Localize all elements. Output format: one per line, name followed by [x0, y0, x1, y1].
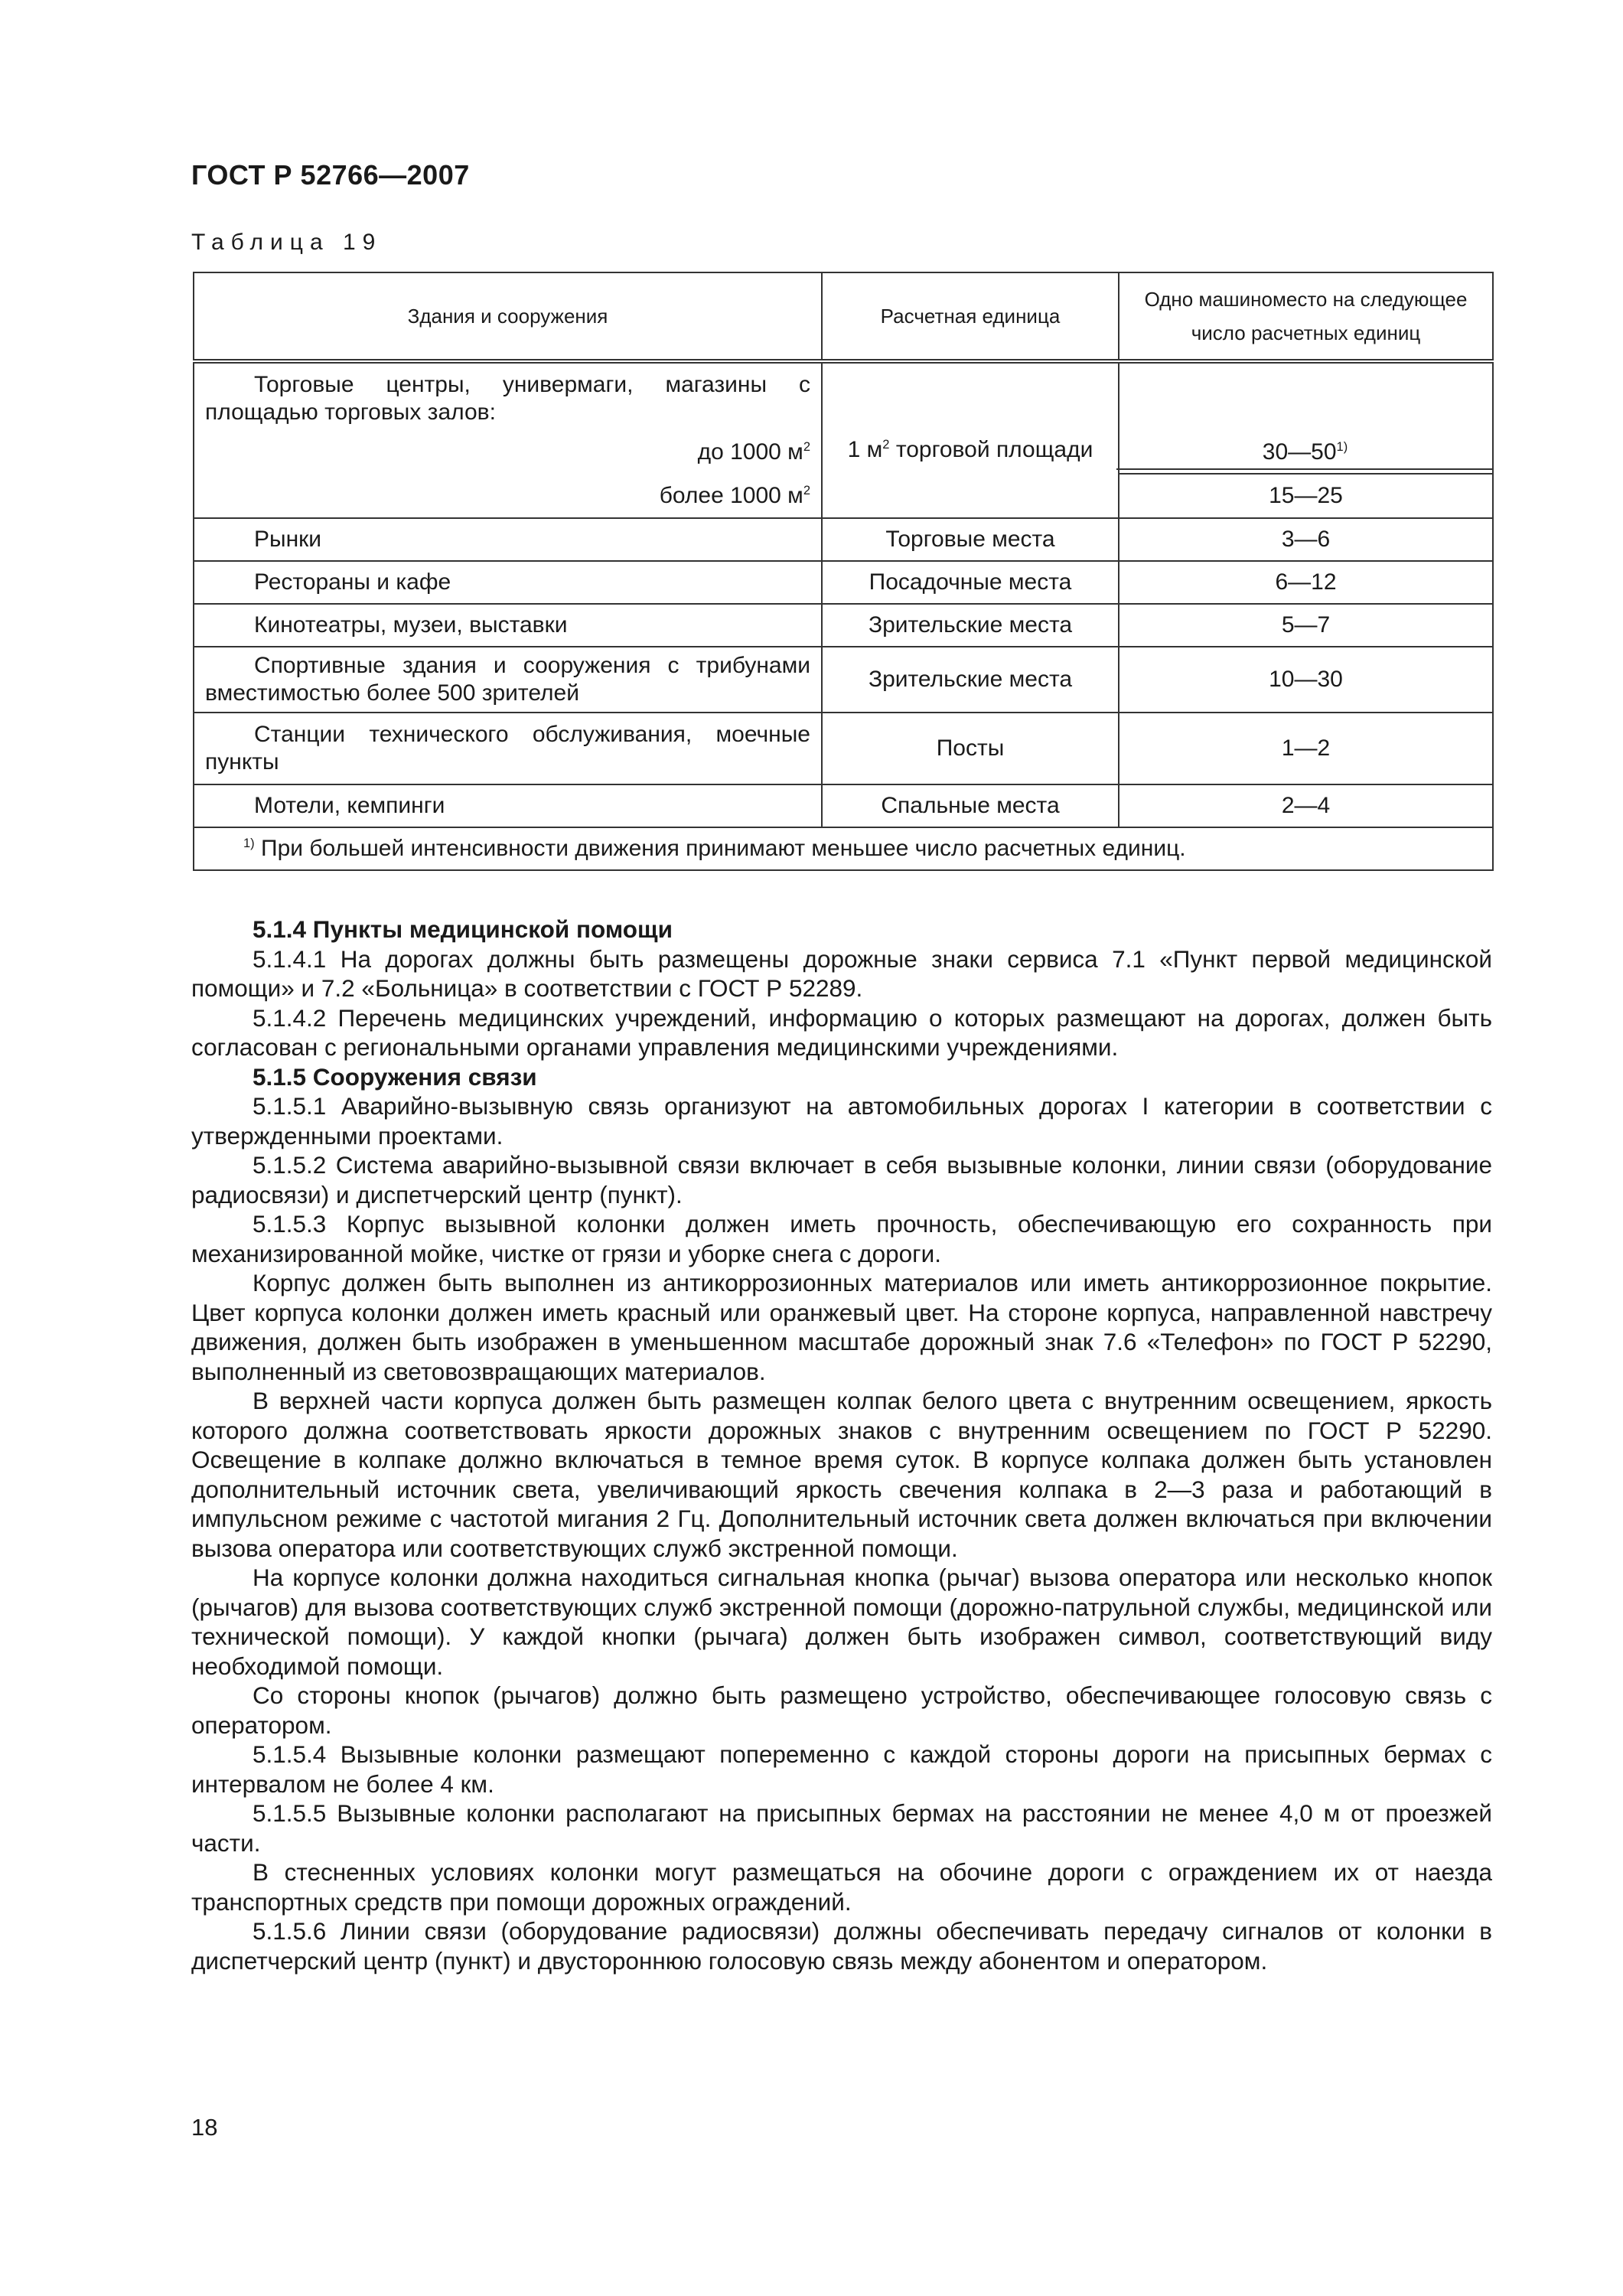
header-building: Здания и сооружения: [194, 272, 822, 361]
row-unit: Спальные места: [822, 784, 1119, 827]
retail-value2: 15—25: [1119, 474, 1493, 518]
paragraph: Корпус должен быть выполнен из антикоррозионных материалов или иметь антикоррозионное покрытие. Цвет корпуса колонки должен иметь красный или оранжевый цвет. На стороне корпуса, направленной навстречу движения, должен быть изображен в уменьшенном масштабе дорожный знак 7.6 «Телефон» по ГОСТ Р 52290, выполненный из световозвращающих материалов.: [191, 1269, 1492, 1385]
paragraph: 5.1.5.6 Линии связи (оборудование радиосвязи) должны обеспечивать передачу сигналов от колонки в диспетчерский центр (пункт) и двустороннюю голосовую связь между абонентом и оператором.: [191, 1917, 1492, 1975]
row-unit: Зрительские места: [822, 647, 1119, 713]
row-value: 6—12: [1119, 561, 1493, 604]
row-value: 10—30: [1119, 647, 1493, 713]
table-row: [194, 784, 1493, 827]
footnote-mark: 1): [243, 837, 255, 850]
retail-label: Торговые центры, универмаги, магазины с площадью торговых залов:: [194, 361, 822, 435]
paragraph: 5.1.5.1 Аварийно-вызывную связь организуют на автомобильных дорогах I категории в соответствии с утвержденными проектами.: [191, 1092, 1492, 1150]
paragraph: В верхней части корпуса должен быть размещен колпак белого цвета с внутренним освещением, яркость которого должна соответствовать яркости дорожных знаков с внутренним освещением по ГОСТ Р 52290. Освещение в колпаке должно включаться в темное время суток. В корпусе колпака должен быть установлен дополнительный источник света, увеличивающий яркость свечения колпака в 2—3 раза и работающий в импульсном режиме с частотой мигания 2 Гц. Дополнительный источник света должен включаться при включении вызова оператора или соответствующих служб экстренной помощи.: [191, 1387, 1492, 1562]
table-row: [194, 713, 1493, 784]
paragraph: 5.1.5.2 Система аварийно-вызывной связи включает в себя вызывные колонки, линии связи (оборудование радиосвязи) и диспетчерский центр (пункт).: [191, 1151, 1492, 1208]
header-parking: [1119, 272, 1493, 361]
retail-value1: 30—50$^{1)}$: [1116, 435, 1494, 470]
page-number: 18: [191, 2114, 218, 2141]
footnote-text: При большей интенсивности движения принимают меньшее число расчетных единиц.: [254, 836, 1186, 861]
row-unit: Зрительские места: [822, 604, 1119, 647]
row-building: Мотели, кемпинги: [194, 784, 822, 827]
paragraph: В стесненных условиях колонки могут размещаться на обочине дороги с ограждением их от наезда транспортных средств при помощи дорожных ограждений.: [191, 1858, 1492, 1916]
row-building: Кинотеатры, музеи, выставки: [194, 604, 822, 647]
section-heading-5-1-4: 5.1.4 Пункты медицинской помощи: [253, 915, 673, 943]
row-value: 2—4: [1119, 784, 1493, 827]
table-row: [194, 561, 1493, 604]
retail-sub2: более 1000 $м^2$: [194, 474, 822, 518]
table-row-retail-sub2: [194, 474, 1493, 518]
header-unit: Расчетная единица: [822, 272, 1119, 361]
row-unit: Посадочные места: [822, 561, 1119, 604]
row-unit: Посты: [822, 713, 1119, 784]
document-header: ГОСТ Р 52766—2007: [191, 159, 470, 191]
table-row: [194, 518, 1493, 561]
paragraph: Со стороны кнопок (рычагов) должно быть размещено устройство, обеспечивающее голосовую связь с оператором.: [191, 1681, 1492, 1739]
table-row-retail: [194, 361, 1493, 435]
row-building: Рестораны и кафе: [194, 561, 822, 604]
row-unit: Торговые места: [822, 518, 1119, 561]
header-parking-line1: Одно машиноместо на следующее: [1144, 287, 1468, 311]
table-row: [194, 604, 1493, 647]
row-value: 5—7: [1119, 604, 1493, 647]
table-header-row: [194, 272, 1493, 361]
paragraph: 5.1.4.1 На дорогах должны быть размещены дорожные знаки сервиса 7.1 «Пункт первой медицинской помощи» и 7.2 «Больница» в соответствии с ГОСТ Р 52289.: [191, 944, 1492, 1002]
table-footnote: [194, 827, 1493, 870]
paragraph: 5.1.4.2 Перечень медицинских учреждений, информацию о которых размещают на дорогах, должен быть согласован с региональными органами управления медицинскими учреждениями.: [191, 1003, 1492, 1061]
paragraph: 5.1.5.5 Вызывные колонки располагают на присыпных бермах на расстоянии не менее 4,0 м от проезжей части.: [191, 1799, 1492, 1857]
retail-unit: 1 $м^2$ торговой площади: [822, 361, 1119, 470]
parking-table: [193, 272, 1494, 871]
paragraph: 5.1.5.3 Корпус вызывной колонки должен иметь прочность, обеспечивающую его сохранность при механизированной мойке, чистке от грязи и уборке снега с дороги.: [191, 1210, 1492, 1267]
table-caption: Таблица 19: [191, 230, 383, 255]
section-heading-5-1-5: 5.1.5 Сооружения связи: [253, 1062, 537, 1091]
paragraph: 5.1.5.4 Вызывные колонки размещают попеременно с каждой стороны дороги на присыпных бермах с интервалом не более 4 км.: [191, 1740, 1492, 1798]
row-value: 1—2: [1119, 713, 1493, 784]
document-body: [191, 915, 1492, 1975]
table-row: [194, 647, 1493, 713]
header-parking-line2: число расчетных единиц: [1191, 321, 1421, 344]
row-value: 3—6: [1119, 518, 1493, 561]
row-building: Станции технического обслуживания, моечные пункты: [194, 713, 822, 784]
table-footnote-row: [194, 827, 1493, 870]
retail-sub1: до 1000 $м^2$: [194, 435, 822, 470]
paragraph: На корпусе колонки должна находиться сигнальная кнопка (рычаг) вызова оператора или несколько кнопок (рычагов) для вызова соответствующих служб экстренной помощи (дорожно-патрульной службы, медицинской или технической помощи). У каждой кнопки (рычага) должен быть изображен символ, соответствующий виду необходимой помощи.: [191, 1564, 1492, 1680]
row-building: Рынки: [194, 518, 822, 561]
row-building: Спортивные здания и сооружения с трибунами вместимостью более 500 зрителей: [194, 647, 822, 713]
